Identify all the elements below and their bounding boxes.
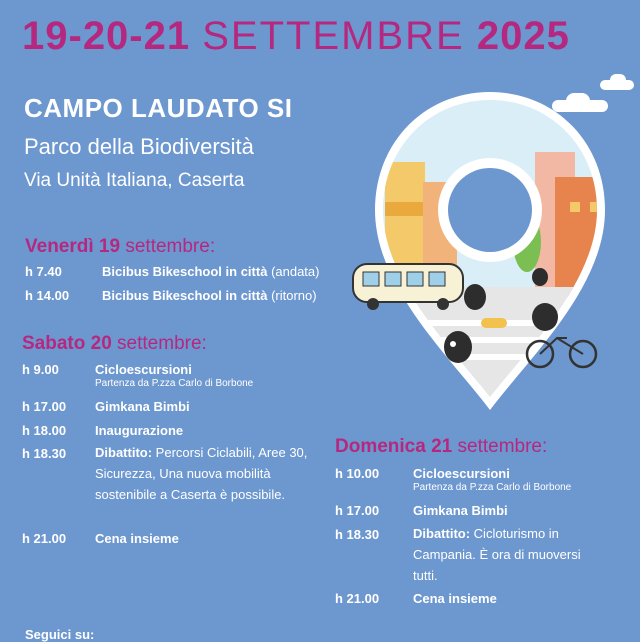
saturday-event-2-title: Gimkana Bimbi [95,399,190,414]
event-dates-title [22,8,570,64]
saturday-event-1-subtitle: Partenza da P.zza Carlo di Borbone [95,378,254,389]
saturday-heading: Sabato 20 settembre: [22,333,207,354]
follow-us-label: Seguici su: [25,627,95,642]
saturday-event-1-title: Cicloescursioni [95,362,192,377]
sunday-event-3-time: h 18.30 [335,527,380,542]
sunday-event-1-subtitle: Partenza da P.zza Carlo di Borbone [413,482,572,493]
venue-address: Via Unità Italiana, Caserta [24,170,245,191]
saturday-event-5-time: h 21.00 [22,531,67,546]
saturday-event-2-time: h 17.00 [22,399,67,414]
friday-event-2-time: h 14.00 [25,288,70,303]
saturday-event-3-title: Inaugurazione [95,423,184,438]
saturday-event-4-time: h 18.30 [22,446,67,461]
cloud-icon [610,74,626,86]
sunday-event-4-time: h 21.00 [335,591,380,606]
map-pin-illustration [345,92,640,418]
sunday-event-4-title: Cena insieme [413,591,497,606]
friday-event-1: Bicibus Bikeschool in città (andata) [102,264,320,279]
month: SETTEMBRE [202,14,465,58]
sunday-heading: Domenica 21 settembre: [335,436,548,457]
sunday-event-1-title: Cicloescursioni [413,466,510,481]
saturday-event-1-time: h 9.00 [22,362,59,377]
friday-heading: Venerdì 19 settembre: [25,236,216,257]
friday-event-1-time: h 7.40 [25,264,62,279]
saturday-event-3-time: h 18.00 [22,423,67,438]
year: 2025 [476,14,570,58]
dates: 19-20-21 [22,14,191,58]
venue-place: Parco della Biodiversità [24,134,254,159]
sunday-event-3-debate: Dibattito: Cicloturismo in Campania. È ora di muoversi tutti. [413,526,581,583]
sunday-event-2-title: Gimkana Bimbi [413,503,508,518]
sunday-event-2-time: h 17.00 [335,503,380,518]
venue-name: CAMPO LAUDATO SI [24,93,293,123]
friday-event-2: Bicibus Bikeschool in città (ritorno) [102,288,317,303]
sunday-event-1-time: h 10.00 [335,466,380,481]
saturday-event-4-debate: Dibattito: Percorsi Ciclabili, Aree 30, Sicurezza, Una nuova mobilità sostenibile a Caserta è possibile. [95,445,308,502]
saturday-event-5-title: Cena insieme [95,531,179,546]
